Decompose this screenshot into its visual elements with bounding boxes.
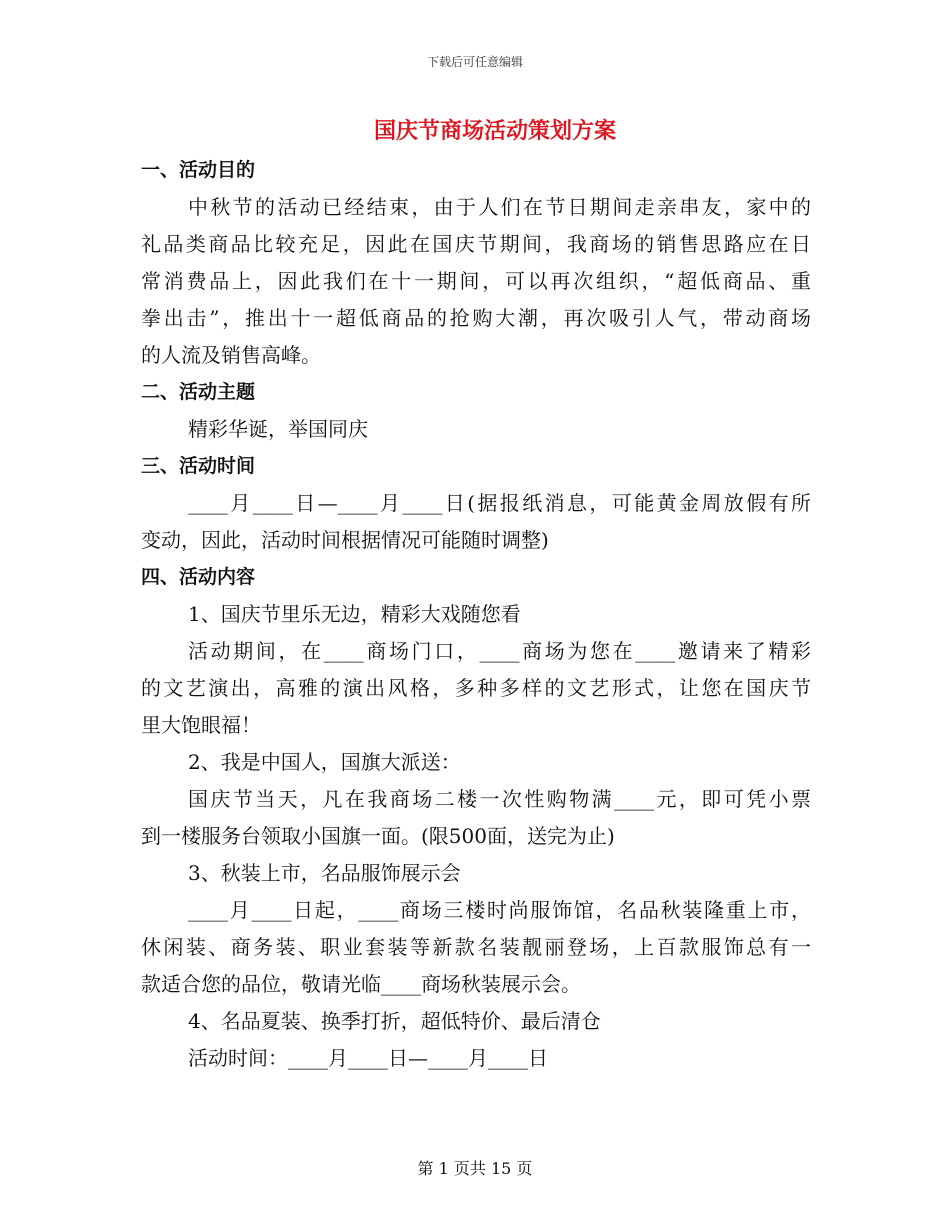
paragraph-line: 国庆节当天，凡在我商场二楼一次性购物满____元，即可凭小票 xyxy=(188,787,811,811)
paragraph-line: 活动期间，在____商场门口，____商场为您在____邀请来了精彩 xyxy=(188,639,811,663)
paragraph-line: 的人流及销售高峰。 xyxy=(141,343,321,367)
section-heading-content: 四、活动内容 xyxy=(141,566,256,588)
paragraph-line: 常消费品上，因此我们在十一期间，可以再次组织，“超低商品、重 xyxy=(141,269,811,293)
paragraph-line: 变动，因此，活动时间根据情况可能随时调整) xyxy=(141,528,549,552)
document-body xyxy=(141,152,811,1077)
subsection-heading: 2、我是中国人，国旗大派送： xyxy=(188,750,461,774)
paragraph-line: 到一楼服务台领取小国旗一面。(限500面，送完为止) xyxy=(141,824,615,848)
subsection-heading: 4、名品夏装、换季打折，超低特价、最后清仓 xyxy=(188,1009,601,1033)
paragraph-line: ____月____日—____月____日(据报纸消息，可能黄金周放假有所 xyxy=(188,491,811,515)
paragraph-line: ____月____日起，____商场三楼时尚服饰馆，名品秋装隆重上市， xyxy=(188,898,811,922)
section-heading-time: 三、活动时间 xyxy=(141,455,256,477)
paragraph-line: 活动时间：____月____日—____月____日 xyxy=(188,1046,548,1070)
paragraph-line: 拳出击”，推出十一超低商品的抢购大潮，再次吸引人气，带动商场 xyxy=(141,306,811,330)
page-footer: 第 1 页共 15 页 xyxy=(417,1159,533,1178)
paragraph-line: 休闲装、商务装、职业套装等新款名装靓丽登场，上百款服饰总有一 xyxy=(141,935,811,959)
paragraph-line: 中秋节的活动已经结束，由于人们在节日期间走亲串友，家中的 xyxy=(188,195,811,219)
paragraph-line: 里大饱眼福！ xyxy=(141,713,261,737)
section-heading-theme: 二、活动主题 xyxy=(141,381,256,403)
section-heading-purpose: 一、活动目的 xyxy=(141,159,256,181)
paragraph-line: 礼品类商品比较充足，因此在国庆节期间，我商场的销售思路应在日 xyxy=(141,232,811,256)
page-header-note: 下载后可任意编辑 xyxy=(426,55,523,69)
subsection-heading: 3、秋装上市，名品服饰展示会 xyxy=(188,861,461,885)
paragraph-line: 款适合您的品位，敬请光临____商场秋装展示会。 xyxy=(141,972,581,996)
subsection-heading: 1、国庆节里乐无边，精彩大戏随您看 xyxy=(188,602,521,626)
paragraph-line: 精彩华诞，举国同庆 xyxy=(188,417,368,441)
paragraph-line: 的文艺演出，高雅的演出风格，多种多样的文艺形式，让您在国庆节 xyxy=(141,676,811,700)
document-title: 国庆节商场活动策划方案 xyxy=(373,118,616,144)
